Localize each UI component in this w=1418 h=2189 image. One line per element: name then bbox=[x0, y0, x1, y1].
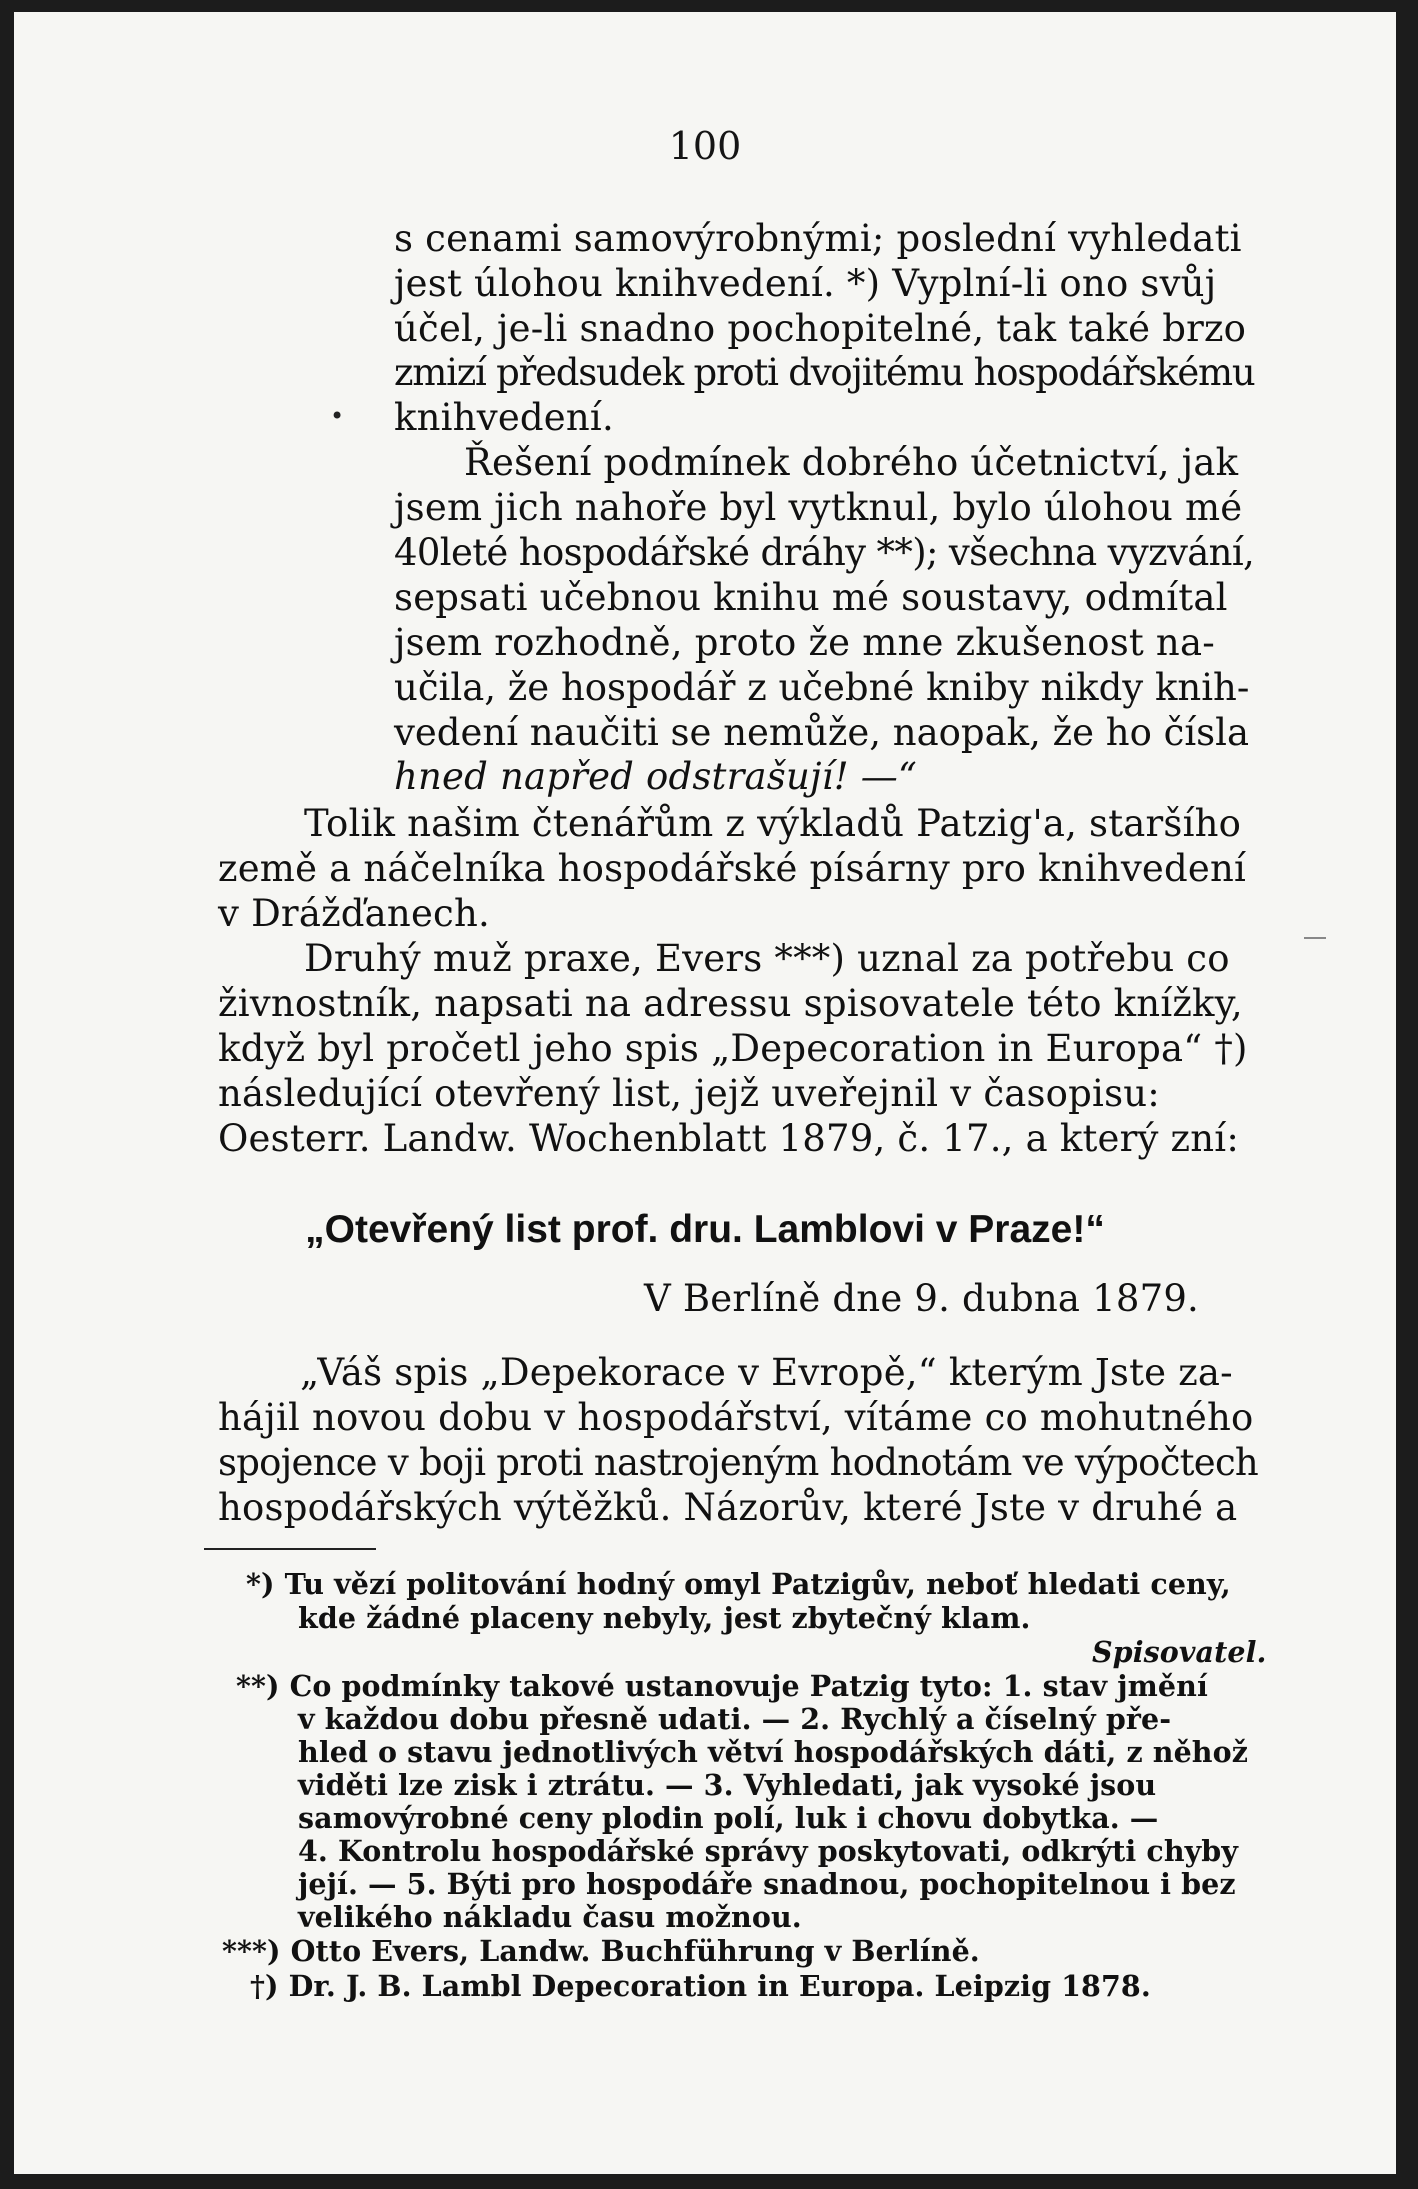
page-number: 100 bbox=[668, 124, 742, 168]
footnote-line: samovýrobné ceny plodin polí, luk i chovu dobytka. — bbox=[298, 1801, 1159, 1835]
body-line: jest úlohou knihvedení. *) Vyplní-li ono svůj bbox=[394, 262, 1217, 305]
body-line: vedení naučiti se nemůže, naopak, že ho čísla bbox=[394, 711, 1250, 754]
body-line: země a náčelníka hospodářské písárny pro knihvedení bbox=[218, 847, 1247, 890]
body-line: živnostník, napsati na adressu spisovatele této knížky, bbox=[218, 982, 1243, 1025]
body-line: Oesterr. Landw. Wochenblatt 1879, č. 17., a který zní: bbox=[218, 1117, 1239, 1160]
footnote-line: hled o stavu jednotlivých větví hospodářských dáti, z něhož bbox=[298, 1735, 1249, 1769]
body-line: Tolik našim čtenářům z výkladů Patzig'a, staršího bbox=[304, 802, 1242, 845]
body-line: 40leté hospodářské dráhy **); všechna vyzvání, bbox=[394, 531, 1255, 574]
body-line: Řešení podmínek dobrého účetnictví, jak bbox=[464, 441, 1239, 484]
body-line: knihvedení. bbox=[394, 396, 614, 439]
letter-date: V Berlíně dne 9. dubna 1879. bbox=[644, 1277, 1200, 1320]
body-line: učila, že hospodář z učebné kniby nikdy knih- bbox=[394, 666, 1250, 709]
body-line: hned napřed odstrašují! —“ bbox=[394, 755, 918, 798]
footnote-line: její. — 5. Býti pro hospodáře snadnou, pochopitelnou i bez bbox=[298, 1867, 1236, 1901]
footnote-line: **) Co podmínky takové ustanovuje Patzig tyto: 1. stav jmění bbox=[236, 1669, 1208, 1703]
body-line: „Váš spis „Depekorace v Evropě,“ kterým Jste za- bbox=[300, 1351, 1233, 1394]
body-line: když byl pročetl jeho spis „Depecoration in Europa“ †) bbox=[218, 1027, 1248, 1070]
edge-mark bbox=[1304, 937, 1326, 939]
letter-heading: „Otevřený list prof. dru. Lamblovi v Praze!“ bbox=[305, 1208, 1105, 1251]
footnote-signature: Spisovatel. bbox=[1092, 1635, 1267, 1669]
body-line: jsem rozhodně, proto že mne zkušenost na- bbox=[394, 621, 1215, 664]
body-line: Druhý muž praxe, Evers ***) uznal za potřebu co bbox=[304, 937, 1230, 980]
body-line: s cenami samovýrobnými; poslední vyhledati bbox=[394, 217, 1242, 260]
footnote-divider bbox=[204, 1548, 376, 1550]
body-line: sepsati učebnou knihu mé soustavy, odmítal bbox=[394, 576, 1228, 619]
footnote-line: viděti lze zisk i ztrátu. — 3. Vyhledati, jak vysoké jsou bbox=[298, 1768, 1157, 1802]
body-line: zmizí předsudek proti dvojitému hospodářskému bbox=[394, 351, 1255, 394]
body-line: spojence v boji proti nastrojeným hodnotám ve výpočtech bbox=[218, 1441, 1259, 1484]
body-line: v Drážďanech. bbox=[218, 892, 490, 935]
body-line: hájil novou dobu v hospodářství, vítáme co mohutného bbox=[218, 1396, 1254, 1439]
body-line: účel, je-li snadno pochopitelné, tak také brzo bbox=[394, 307, 1247, 350]
body-line: hospodářských výtěžků. Názorův, které Jste v druhé a bbox=[218, 1486, 1238, 1529]
book-page bbox=[14, 12, 1396, 2174]
margin-mark: • bbox=[330, 402, 345, 430]
body-line: následující otevřený list, jejž uveřejnil v časopisu: bbox=[218, 1072, 1160, 1115]
footnote-line: ***) Otto Evers, Landw. Buchführung v Berlíně. bbox=[222, 1934, 980, 1968]
footnote-line: velikého nákladu času možnou. bbox=[298, 1900, 802, 1934]
body-line: jsem jich nahoře byl vytknul, bylo úlohou mé bbox=[394, 486, 1243, 529]
footnote-line: kde žádné placeny nebyly, jest zbytečný klam. bbox=[298, 1601, 1031, 1635]
footnote-line: *) Tu vězí politování hodný omyl Patzigův, neboť hledati ceny, bbox=[246, 1567, 1231, 1601]
footnote-line: †) Dr. J. B. Lambl Depecoration in Europa. Leipzig 1878. bbox=[250, 1969, 1151, 2003]
footnote-line: v každou dobu přesně udati. — 2. Rychlý a číselný pře- bbox=[298, 1702, 1172, 1736]
footnote-line: 4. Kontrolu hospodářské správy poskytovati, odkrýti chyby bbox=[298, 1834, 1238, 1868]
